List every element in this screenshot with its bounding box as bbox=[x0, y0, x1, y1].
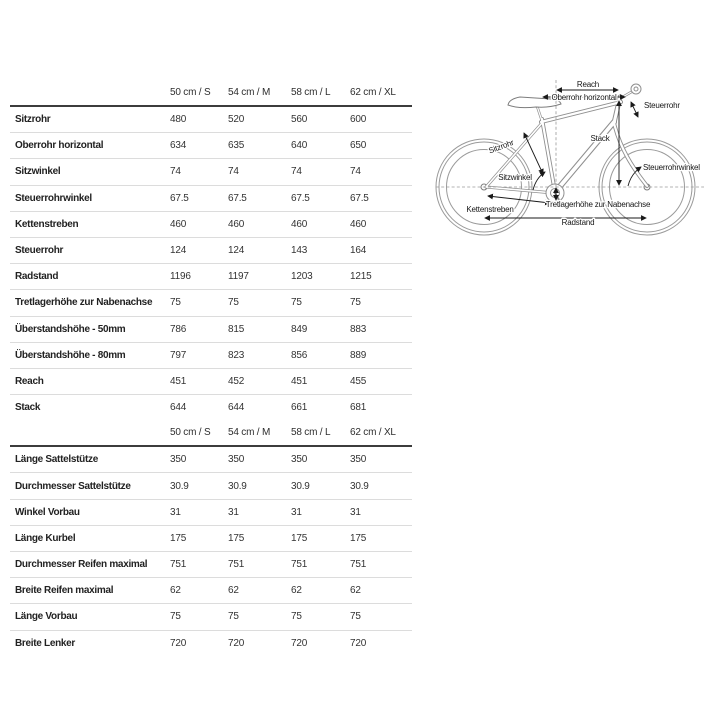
cell-value: 31 bbox=[228, 506, 239, 518]
cell-value: 644 bbox=[170, 402, 187, 414]
row-label: Überstandshöhe - 50mm bbox=[15, 323, 126, 335]
diagram-label-stack: Stack bbox=[590, 134, 610, 143]
cell-value: 75 bbox=[350, 611, 361, 623]
row-label: Überstandshöhe - 80mm bbox=[15, 349, 126, 361]
diagram-label-reach: Reach bbox=[576, 80, 600, 89]
table-row bbox=[10, 185, 412, 211]
table-row bbox=[10, 447, 412, 472]
row-label: Steuerrohrwinkel bbox=[15, 192, 92, 204]
cell-value: 74 bbox=[291, 166, 302, 178]
cell-value: 164 bbox=[350, 245, 367, 257]
cell-value: 175 bbox=[350, 532, 367, 544]
cell-value: 62 bbox=[228, 585, 239, 597]
table-row bbox=[10, 289, 412, 315]
cell-value: 74 bbox=[228, 166, 239, 178]
cell-value: 460 bbox=[228, 218, 245, 230]
table-row bbox=[10, 368, 412, 394]
row-label: Tretlagerhöhe zur Nabenachse bbox=[15, 297, 153, 309]
diagram-label-kettenstreben: Kettenstreben bbox=[466, 205, 514, 214]
cell-value: 849 bbox=[291, 323, 308, 335]
geometry-tables bbox=[10, 80, 412, 656]
cell-value: 75 bbox=[291, 611, 302, 623]
column-header: 54 cm / M bbox=[228, 427, 271, 439]
row-label: Breite Lenker bbox=[15, 637, 76, 649]
diagram-label-sitzrohr: Sitzrohr bbox=[487, 137, 515, 156]
table-row bbox=[10, 316, 412, 342]
cell-value: 62 bbox=[350, 585, 361, 597]
cell-value: 75 bbox=[291, 297, 302, 309]
cell-value: 815 bbox=[228, 323, 245, 335]
cell-value: 67.5 bbox=[291, 192, 310, 204]
cell-value: 1197 bbox=[228, 271, 249, 283]
cell-value: 175 bbox=[228, 532, 245, 544]
cell-value: 560 bbox=[291, 114, 308, 126]
cell-value: 124 bbox=[170, 245, 187, 257]
cell-value: 751 bbox=[291, 559, 308, 571]
table-row bbox=[10, 132, 412, 158]
cell-value: 751 bbox=[170, 559, 187, 571]
row-label: Reach bbox=[15, 375, 44, 387]
cell-value: 720 bbox=[350, 637, 367, 649]
table-row bbox=[10, 525, 412, 551]
cell-value: 452 bbox=[228, 375, 245, 387]
cell-value: 451 bbox=[170, 375, 187, 387]
cell-value: 1196 bbox=[170, 271, 191, 283]
cell-value: 62 bbox=[170, 585, 181, 597]
row-label: Durchmesser Sattelstütze bbox=[15, 480, 131, 492]
cell-value: 640 bbox=[291, 140, 308, 152]
cell-value: 350 bbox=[170, 454, 187, 466]
table-row bbox=[10, 603, 412, 629]
diagram-label-steuerrohr: Steuerrohr bbox=[644, 101, 680, 110]
sitzwinkel-arc bbox=[533, 172, 545, 190]
table-row bbox=[10, 577, 412, 603]
cell-value: 62 bbox=[291, 585, 302, 597]
row-label: Radstand bbox=[15, 271, 59, 283]
row-label: Länge Kurbel bbox=[15, 532, 76, 544]
cell-value: 634 bbox=[170, 140, 187, 152]
cell-value: 31 bbox=[170, 506, 181, 518]
table-header-row bbox=[10, 420, 412, 447]
cell-value: 350 bbox=[228, 454, 245, 466]
cell-value: 720 bbox=[170, 637, 187, 649]
diagram-label-tretlagerhoehe: Tretlagerhöhe zur Nabenachse bbox=[545, 200, 651, 209]
cell-value: 635 bbox=[228, 140, 245, 152]
table-row bbox=[10, 472, 412, 498]
cell-value: 175 bbox=[170, 532, 187, 544]
table-row bbox=[10, 237, 412, 263]
cell-value: 67.5 bbox=[228, 192, 247, 204]
table-row bbox=[10, 630, 412, 656]
geometry-table-component-dimensions bbox=[10, 420, 412, 656]
cell-value: 30.9 bbox=[291, 480, 310, 492]
cell-value: 600 bbox=[350, 114, 367, 126]
geometry-table-frame-geometry bbox=[10, 80, 412, 420]
cell-value: 520 bbox=[228, 114, 245, 126]
table-row bbox=[10, 107, 412, 132]
cell-value: 67.5 bbox=[170, 192, 189, 204]
cell-value: 720 bbox=[228, 637, 245, 649]
cell-value: 720 bbox=[291, 637, 308, 649]
cell-value: 460 bbox=[170, 218, 187, 230]
cell-value: 644 bbox=[228, 402, 245, 414]
cell-value: 681 bbox=[350, 402, 367, 414]
table-row bbox=[10, 158, 412, 184]
bike-geometry-diagram bbox=[430, 60, 720, 250]
cell-value: 455 bbox=[350, 375, 367, 387]
cell-value: 75 bbox=[170, 297, 181, 309]
cell-value: 30.9 bbox=[350, 480, 369, 492]
cell-value: 1215 bbox=[350, 271, 372, 283]
diagram-label-sitzwinkel: Sitzwinkel bbox=[498, 173, 532, 182]
row-label: Länge Sattelstütze bbox=[15, 454, 98, 466]
cell-value: 75 bbox=[170, 611, 181, 623]
row-label: Stack bbox=[15, 402, 41, 414]
cell-value: 75 bbox=[228, 297, 239, 309]
cell-value: 751 bbox=[350, 559, 367, 571]
column-header: 58 cm / L bbox=[291, 427, 331, 439]
row-label: Sitzwinkel bbox=[15, 166, 61, 178]
row-label: Sitzrohr bbox=[15, 114, 51, 126]
cell-value: 883 bbox=[350, 323, 367, 335]
cell-value: 751 bbox=[228, 559, 245, 571]
cell-value: 650 bbox=[350, 140, 367, 152]
cell-value: 797 bbox=[170, 349, 187, 361]
cell-value: 350 bbox=[350, 454, 367, 466]
row-label: Steuerrohr bbox=[15, 245, 64, 257]
cell-value: 460 bbox=[291, 218, 308, 230]
sitzrohr-arrow bbox=[524, 133, 543, 174]
row-label: Länge Vorbau bbox=[15, 611, 78, 623]
table-row bbox=[10, 263, 412, 289]
cell-value: 31 bbox=[291, 506, 302, 518]
diagram-label-oberrohr: Oberrohr horizontal bbox=[551, 93, 617, 102]
cell-value: 451 bbox=[291, 375, 308, 387]
cell-value: 75 bbox=[350, 297, 361, 309]
column-header: 62 cm / XL bbox=[350, 427, 396, 439]
cell-value: 124 bbox=[228, 245, 245, 257]
row-label: Durchmesser Reifen maximal bbox=[15, 559, 148, 571]
cell-value: 856 bbox=[291, 349, 308, 361]
table-header-row bbox=[10, 80, 412, 107]
cell-value: 30.9 bbox=[228, 480, 247, 492]
measurement-arrows bbox=[485, 90, 646, 218]
cell-value: 75 bbox=[228, 611, 239, 623]
bike-diagram-svg bbox=[430, 60, 720, 250]
cell-value: 460 bbox=[350, 218, 367, 230]
table-row bbox=[10, 499, 412, 525]
cell-value: 30.9 bbox=[170, 480, 189, 492]
row-label: Oberrohr horizontal bbox=[15, 140, 104, 152]
cell-value: 143 bbox=[291, 245, 308, 257]
diagram-label-radstand: Radstand bbox=[561, 218, 595, 227]
cell-value: 175 bbox=[291, 532, 308, 544]
cell-value: 31 bbox=[350, 506, 361, 518]
cell-value: 823 bbox=[228, 349, 245, 361]
cell-value: 661 bbox=[291, 402, 308, 414]
table-row bbox=[10, 342, 412, 368]
cell-value: 67.5 bbox=[350, 192, 369, 204]
row-label: Breite Reifen maximal bbox=[15, 585, 114, 597]
table-row bbox=[10, 211, 412, 237]
cell-value: 74 bbox=[170, 166, 181, 178]
column-header: 54 cm / M bbox=[228, 87, 271, 98]
column-header: 58 cm / L bbox=[291, 87, 331, 98]
cell-value: 889 bbox=[350, 349, 367, 361]
cell-value: 480 bbox=[170, 114, 187, 126]
steuerrohr-arrow bbox=[631, 102, 638, 117]
table-row bbox=[10, 394, 412, 420]
diagram-label-steuerrohrwinkel: Steuerrohrwinkel bbox=[643, 163, 700, 172]
table-row bbox=[10, 551, 412, 577]
cell-value: 350 bbox=[291, 454, 308, 466]
cell-value: 1203 bbox=[291, 271, 313, 283]
kettenstreben-arrow bbox=[488, 196, 550, 203]
row-label: Winkel Vorbau bbox=[15, 506, 80, 518]
cell-value: 786 bbox=[170, 323, 187, 335]
cell-value: 74 bbox=[350, 166, 361, 178]
row-label: Kettenstreben bbox=[15, 218, 79, 230]
column-header: 50 cm / S bbox=[170, 87, 211, 98]
column-header: 50 cm / S bbox=[170, 427, 211, 439]
column-header: 62 cm / XL bbox=[350, 87, 396, 98]
